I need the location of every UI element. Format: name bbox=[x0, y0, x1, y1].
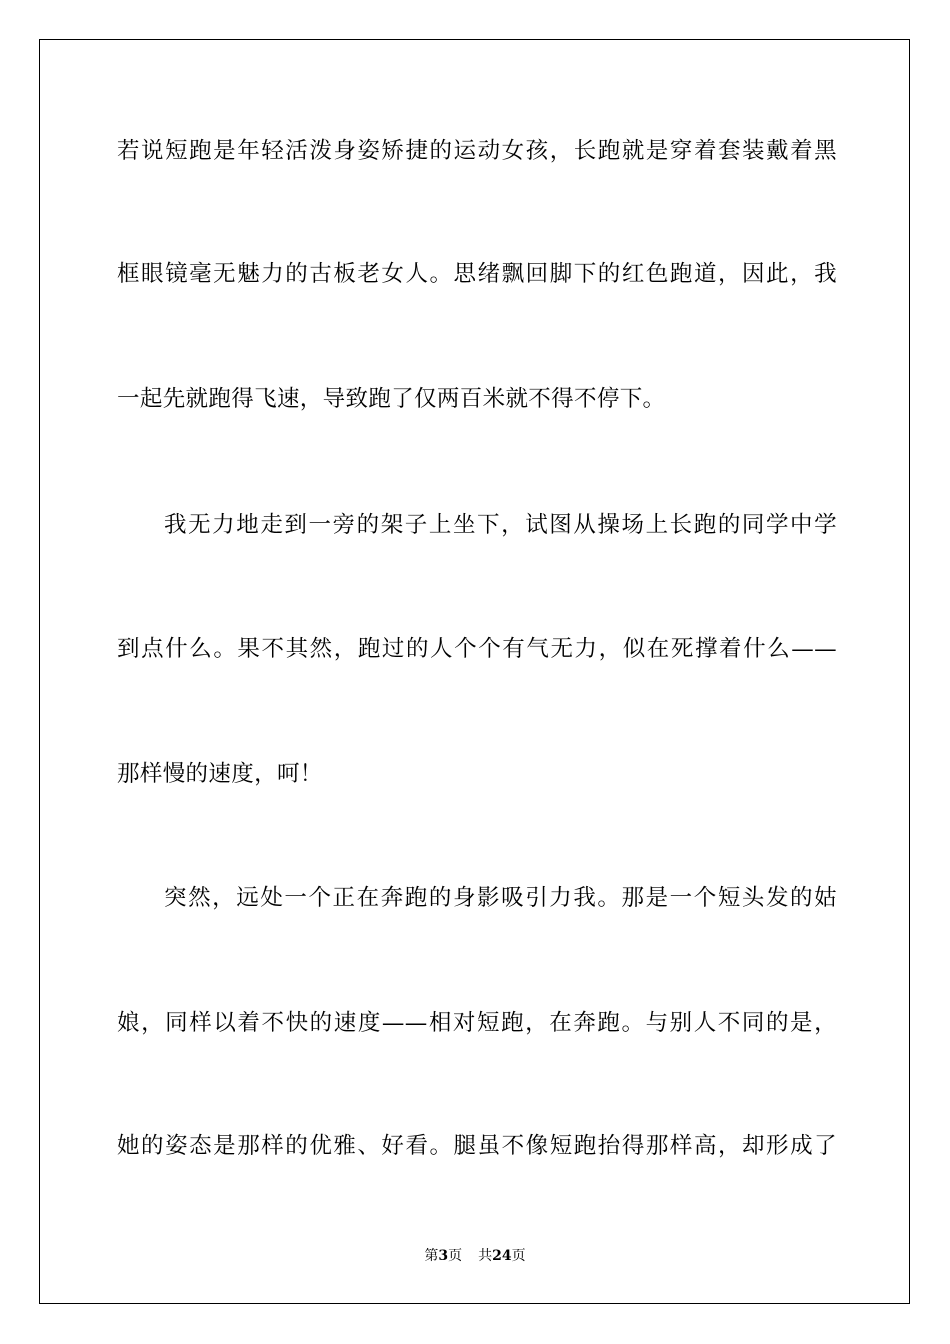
text-line: 框眼镜毫无魅力的古板老女人。思绪飘回脚下的红色跑道，因此，我 bbox=[117, 261, 837, 287]
page-number: 3 bbox=[438, 1248, 449, 1264]
page-border bbox=[39, 39, 910, 1304]
page-prefix: 第 bbox=[424, 1248, 439, 1264]
page-footer bbox=[0, 1247, 950, 1265]
paragraph-first-line: 突然，远处一个正在奔跑的身影吸引力我。那是一个短头发的姑 bbox=[164, 885, 837, 911]
text-line: 到点什么。果不其然，跑过的人个个有气无力，似在死撑着什么—— bbox=[117, 636, 837, 662]
total-prefix: 共 bbox=[478, 1248, 493, 1264]
total-pages: 24 bbox=[492, 1248, 512, 1264]
text-line: 娘，同样以着不快的速度——相对短跑，在奔跑。与别人不同的是， bbox=[117, 1010, 837, 1036]
text-line: 若说短跑是年轻活泼身姿矫捷的运动女孩，长跑就是穿着套装戴着黑 bbox=[117, 138, 837, 164]
text-line: 一起先就跑得飞速，导致跑了仅两百米就不得不停下。 bbox=[117, 386, 666, 412]
total-suffix: 页 bbox=[511, 1248, 526, 1264]
text-line: 她的姿态是那样的优雅、好看。腿虽不像短跑抬得那样高，却形成了 bbox=[117, 1133, 837, 1159]
text-line: 那样慢的速度，呵！ bbox=[117, 761, 323, 787]
page-suffix: 页 bbox=[448, 1248, 463, 1264]
paragraph-first-line: 我无力地走到一旁的架子上坐下，试图从操场上长跑的同学中学 bbox=[164, 512, 837, 538]
